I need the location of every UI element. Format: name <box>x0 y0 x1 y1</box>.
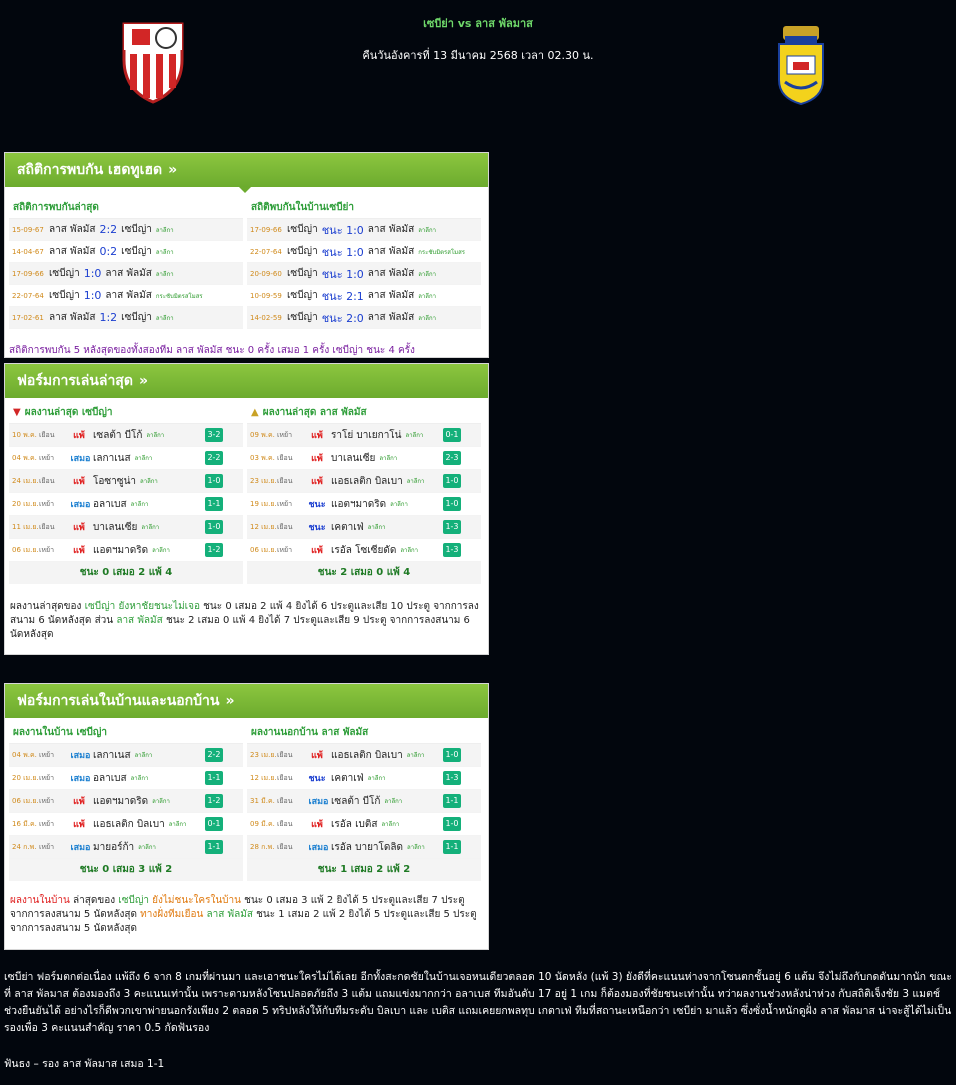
score-badge: 1-2 <box>205 794 223 808</box>
match-date: 15-09-67 <box>12 225 44 234</box>
match-date: คืนวันอังคารที่ 13 มีนาคม 2568 เวลา 02.30 น. <box>362 49 594 62</box>
form-row <box>9 539 243 562</box>
result: เสมอ <box>308 843 329 853</box>
match-title: เซบีย่า vs ลาส พัลมาส <box>423 17 533 30</box>
league-name: ลาลีกา <box>406 478 425 485</box>
league-name: ลาลีกา <box>134 455 153 462</box>
opponent: เซลต้า บีโก้ <box>93 429 143 441</box>
home-team: เซบีญ่า <box>287 312 318 323</box>
score-badge: 1-1 <box>205 840 223 854</box>
analysis-text: เซบีย่า ฟอร์มตกต่อเนื่อง แพ้ถึง 6 จาก 8 เกมที่ผ่านมา และเอาชนะใครไม่ได้เลย อีกทั้งสะกดชัยในบ้านเจอหนเดียวตลอด 10 นัดหลัง (แพ้ 3) ยังดีที่คะแนนห่างจากโซนตกชั้นอยู่ 6 แต้ม จึงไม่ถึงกับกดดันมากนัก ขณะที่ ลาส พัลมาส ต้องมองถึง 3 คะแนนเท่านั้น เพราะตามหลังโซนปลอดภัยถึง 3 แต้ม แถมแข่งมากกว่า อลาเบส ทีมอันดับ 17 อยู่ 1 เกม ก็ต้องมองที่ชัยชนะเท่านั้น ทว่าผลงานช่วงหลังน่าห่วง กับสถิติเจ็งชัย 3 แมตช์ช่วงยืนยันได้ อย่างไรก็ดีพวกเขาพ่ายนอกรังเพียง 2 ตลอด 5 ทริปหลังให้กับทีมระดับ บิลเบา และ เบติส แถมเคยยกพลทุบ เกตาเฟ่ ทีมที่สถานะเหนือกว่า เซบีย่า มาแล้ว ซึ่งซั่งน้ำหนักดูฝั่ง ลาส พัลมาส น่าจะสู้ได้ไม่เป็นรองเพื่อ 3 คะแนนสำคัญ ราคา 0.5 กัดฟันรอง <box>4 971 952 1034</box>
form-row <box>247 424 481 447</box>
venue: เยือน <box>277 819 293 828</box>
away-team: ลาส พัลมัส <box>105 290 152 301</box>
form-row <box>247 744 481 767</box>
h2h-row <box>9 219 243 241</box>
match-score: ชนะ 1:0 <box>321 267 364 281</box>
home-form <box>9 722 243 881</box>
home-team: ลาส พัลมัส <box>49 224 96 235</box>
match-date: 09 มี.ค. <box>250 819 275 828</box>
match-date: 20 เม.ย. <box>12 499 39 508</box>
h2h-row <box>247 307 481 329</box>
home-team: เซบีญ่า <box>49 268 80 279</box>
form-row <box>9 424 243 447</box>
score-badge: 1-0 <box>443 748 461 762</box>
league-name: กระชับมิตรสโมสร <box>155 292 203 300</box>
result: เสมอ <box>308 797 329 807</box>
home-team: ลาส พัลมัส <box>49 312 96 323</box>
form-row <box>247 836 481 859</box>
league-name: ลาลีกา <box>384 798 403 805</box>
opponent: แอตฯมาดริด <box>331 498 387 510</box>
form-panel <box>4 363 489 655</box>
league-name: ลาลีกา <box>155 226 174 234</box>
opponent: เลกาเนส <box>93 452 131 464</box>
opponent: เคตาเฟ่ <box>331 521 364 533</box>
match-score: 2:2 <box>99 223 118 236</box>
h2h-summary: สถิติการพบกัน 5 หลังสุดของทั้งสองทีม ลาส พัลมัส ชนะ 0 ครั้ง เสมอ 1 ครั้ง เซบีญ่า ชนะ 4 ครั้ง <box>9 345 415 356</box>
match-score: 1:0 <box>83 267 102 280</box>
form-row <box>9 790 243 813</box>
league-name: ลาลีกา <box>379 455 398 462</box>
league-name: ลาลีกา <box>146 432 165 439</box>
venue: เยือน <box>277 842 293 851</box>
form-row <box>247 790 481 813</box>
prediction-text: ฟันธง – รอง ลาส พัลมาส เสมอ 1-1 <box>4 1058 165 1070</box>
result: เสมอ <box>70 500 91 510</box>
score-badge: 3-2 <box>205 428 223 442</box>
h2h-latest-title: สถิติการพบกันล่าสุด <box>9 197 243 219</box>
opponent: แอธเลติก บิลเบา <box>331 475 403 487</box>
form-row <box>9 447 243 470</box>
match-date: 12 เม.ย. <box>250 773 277 782</box>
result: เสมอ <box>70 454 91 464</box>
match-date: 06 เม.ย. <box>250 545 277 554</box>
league-name: ลาลีกา <box>130 775 149 782</box>
venue: เยือน <box>277 750 293 759</box>
away-team: เซบีญ่า <box>121 312 152 323</box>
result: แพ้ <box>311 820 323 830</box>
result: แพ้ <box>311 546 323 556</box>
score-badge: 2-3 <box>443 451 461 465</box>
result: แพ้ <box>73 797 85 807</box>
opponent: บาเลนเซีย <box>93 521 138 533</box>
match-date: 17-09-66 <box>250 225 282 234</box>
result: แพ้ <box>73 477 85 487</box>
venue: เยือน <box>39 476 55 485</box>
form-row <box>247 539 481 562</box>
match-date: 14-04-67 <box>12 247 44 256</box>
home-team: เซบีญ่า <box>49 290 80 301</box>
away-team: ลาส พัลมัส <box>367 224 415 235</box>
result: แพ้ <box>311 751 323 761</box>
opponent: แอตฯมาดริด <box>93 544 149 556</box>
match-score: 1:2 <box>99 311 118 324</box>
venue: เยือน <box>39 430 55 439</box>
league-name: ลาลีกา <box>367 524 386 531</box>
form-row <box>9 836 243 859</box>
form-row <box>247 767 481 790</box>
opponent: แอธเลติก บิลเบา <box>331 749 403 761</box>
result: แพ้ <box>311 477 323 487</box>
h2h-row <box>247 285 481 307</box>
league-name: ลาลีกา <box>418 270 436 278</box>
match-score: ชนะ 2:0 <box>321 311 364 325</box>
form-note: ผลงานล่าสุดของ เซบีญ่า ยังหาชัยชนะไม่เจอ ชนะ 0 เสมอ 2 แพ้ 4 ยิงได้ 6 ประตูและเสีย 10 ประตู จากการลงสนาม 6 นัดหลังสุด ส่วน ลาส พัลมัส ชนะ 2 เสมอ 0 แพ้ 4 ยิงได้ 7 ประตูและเสีย 9 ประตู จากการลงสนาม 6 นัดหลังสุด <box>10 601 479 640</box>
league-name: ลาลีกา <box>418 314 436 322</box>
match-score: ชนะ 1:0 <box>321 223 364 237</box>
match-date: 24 เม.ย. <box>12 476 39 485</box>
match-date: 06 เม.ย. <box>12 545 39 554</box>
away-form <box>247 722 481 881</box>
away-team: เซบีญ่า <box>121 224 152 235</box>
result: เสมอ <box>70 751 91 761</box>
league-name: ลาลีกา <box>155 248 174 256</box>
score-badge: 1-3 <box>443 771 461 785</box>
form-row <box>9 813 243 836</box>
las-palmas-logo <box>775 22 827 106</box>
result: แพ้ <box>73 523 85 533</box>
h2h-row <box>247 263 481 285</box>
match-date: 23 เม.ย. <box>250 476 277 485</box>
away-form-title: ผลงานนอกบ้าน ลาส พัลมัส <box>247 722 481 744</box>
match-date: 04 พ.ค. <box>12 750 37 759</box>
venue: เหย้า <box>277 430 293 439</box>
sevilla-small-icon: ▼ <box>13 406 21 418</box>
home-team: เซบีญ่า <box>287 290 318 301</box>
match-date: 28 ก.พ. <box>250 842 275 851</box>
h2h-panel <box>4 152 489 358</box>
form-row <box>247 493 481 516</box>
result: แพ้ <box>311 431 323 441</box>
league-name: ลาลีกา <box>407 844 425 851</box>
venue: เหย้า <box>39 842 55 851</box>
league-name: ลาลีกา <box>418 226 436 234</box>
venue: เหย้า <box>39 499 55 508</box>
home-form-title: ผลงานในบ้าน เซบีญ่า <box>9 722 243 744</box>
match-date: 11 เม.ย. <box>12 522 39 531</box>
away-team: เซบีญ่า <box>121 246 152 257</box>
league-name: ลาลีกา <box>152 547 170 554</box>
match-date: 19 เม.ย. <box>250 499 277 508</box>
match-date: 22-07-64 <box>12 291 44 300</box>
h2h-row <box>247 219 481 241</box>
score-badge: 1-0 <box>205 520 223 534</box>
opponent: แอธเลติก บิลเบา <box>93 818 165 830</box>
score-badge: 0-1 <box>443 428 461 442</box>
h2h-home <box>247 197 481 329</box>
form-right-title: ▲ ผลงานล่าสุด ลาส พัลมัส <box>247 402 481 424</box>
form-left <box>9 402 243 584</box>
score-badge: 2-2 <box>205 748 223 762</box>
venue: เยือน <box>277 453 293 462</box>
match-date: 06 เม.ย. <box>12 796 39 805</box>
score-badge: 1-0 <box>205 474 223 488</box>
venue: เหย้า <box>39 545 55 554</box>
opponent: อลาเบส <box>93 772 127 784</box>
match-score: ชนะ 1:0 <box>321 245 364 259</box>
score-badge: 1-1 <box>443 794 461 808</box>
venue: เยือน <box>277 796 293 805</box>
league-name: ลาลีกา <box>168 821 187 828</box>
h2h-row <box>247 241 481 263</box>
score-badge: 1-1 <box>205 771 223 785</box>
home-team: เซบีญ่า <box>287 268 318 279</box>
form-row <box>247 470 481 493</box>
venue: เยือน <box>277 522 293 531</box>
league-name: ลาลีกา <box>155 270 174 278</box>
result: เสมอ <box>70 774 91 784</box>
score-badge: 1-1 <box>443 840 461 854</box>
form-row <box>9 767 243 790</box>
opponent: ราโย่ บาเยกาโน่ <box>331 429 402 441</box>
home-form-summary: ชนะ 0 เสมอ 3 แพ้ 2 <box>9 859 243 881</box>
form-left-summary: ชนะ 0 เสมอ 2 แพ้ 4 <box>9 562 243 584</box>
league-name: ลาลีกา <box>155 314 174 322</box>
away-team: ลาส พัลมัส <box>367 312 415 323</box>
opponent: แอตฯมาดริด <box>93 795 149 807</box>
match-date: 04 พ.ค. <box>12 453 37 462</box>
score-badge: 1-0 <box>443 497 461 511</box>
score-badge: 1-0 <box>443 474 461 488</box>
away-form-summary: ชนะ 1 เสมอ 2 แพ้ 2 <box>247 859 481 881</box>
score-badge: 1-3 <box>443 520 461 534</box>
match-score: 0:2 <box>99 245 118 258</box>
league-name: ลาลีกา <box>400 547 419 554</box>
score-badge: 1-1 <box>205 497 223 511</box>
score-badge: 1-0 <box>443 817 461 831</box>
result: แพ้ <box>73 546 85 556</box>
form-heading: ฟอร์มการเล่นล่าสุด » <box>5 364 488 398</box>
opponent: เซลต้า บีโก้ <box>331 795 381 807</box>
venue: เยือน <box>39 522 55 531</box>
away-team: ลาส พัลมัส <box>367 268 415 279</box>
match-date: 22-07-64 <box>250 247 282 256</box>
result: แพ้ <box>311 454 323 464</box>
league-name: กระชับมิตรสโมสร <box>418 248 466 256</box>
away-team: ลาส พัลมัส <box>105 268 152 279</box>
away-team: ลาส พัลมัส <box>367 246 415 257</box>
score-badge: 0-1 <box>205 817 223 831</box>
league-name: ลาลีกา <box>367 775 386 782</box>
venue: เหย้า <box>277 545 293 554</box>
form-row <box>247 447 481 470</box>
match-date: 24 ก.พ. <box>12 842 37 851</box>
league-name: ลาลีกา <box>418 292 436 300</box>
match-date: 31 มี.ค. <box>250 796 275 805</box>
league-name: ลาลีกา <box>406 752 425 759</box>
league-name: ลาลีกา <box>152 798 170 805</box>
form-row <box>9 744 243 767</box>
opponent: เรอัล โซเซียดัด <box>331 544 397 556</box>
h2h-home-title: สถิติพบกันในบ้านเซบีย่า <box>247 197 481 219</box>
result: แพ้ <box>73 431 85 441</box>
league-name: ลาลีกา <box>390 501 408 508</box>
home-team: เซบีญ่า <box>287 246 318 257</box>
score-badge: 1-3 <box>443 543 461 557</box>
league-name: ลาลีกา <box>138 844 156 851</box>
las-palmas-small-icon: ▲ <box>251 406 259 418</box>
form-row <box>9 470 243 493</box>
match-date: 12 เม.ย. <box>250 522 277 531</box>
result: ชนะ <box>308 774 326 784</box>
form-right <box>247 402 481 584</box>
opponent: เรอัล เบติส <box>331 818 378 830</box>
h2h-row <box>9 307 243 329</box>
match-date: 10-09-59 <box>250 291 282 300</box>
venue: เหย้า <box>39 750 55 759</box>
match-date: 23 เม.ย. <box>250 750 277 759</box>
match-date: 14-02-59 <box>250 313 282 322</box>
venue: เหย้า <box>39 796 55 805</box>
result: ชนะ <box>308 523 326 533</box>
h2h-row <box>9 263 243 285</box>
match-date: 17-02-61 <box>12 313 44 322</box>
opponent: เรอัล บายาโดลิด <box>331 841 404 853</box>
venue: เยือน <box>277 476 293 485</box>
home-team: เซบีญ่า <box>287 224 318 235</box>
form-right-summary: ชนะ 2 เสมอ 0 แพ้ 4 <box>247 562 481 584</box>
result: ชนะ <box>308 500 326 510</box>
match-date: 20 เม.ย. <box>12 773 39 782</box>
match-header <box>0 0 956 120</box>
league-name: ลาลีกา <box>140 478 158 485</box>
match-date: 03 พ.ค. <box>250 453 275 462</box>
match-score: ชนะ 2:1 <box>321 289 364 303</box>
match-date: 20-09-60 <box>250 269 282 278</box>
form-left-title: ▼ ผลงานล่าสุด เซบีญ่า <box>9 402 243 424</box>
opponent: บาเลนเซีย <box>331 452 376 464</box>
match-date: 10 พ.ค. <box>12 430 37 439</box>
homeaway-heading: ฟอร์มการเล่นในบ้านและนอกบ้าน » <box>5 684 488 718</box>
opponent: เลกาเนส <box>93 749 131 761</box>
venue: เยือน <box>277 773 293 782</box>
h2h-latest <box>9 197 243 329</box>
opponent: มายอร์ก้า <box>93 841 135 853</box>
league-name: ลาลีกา <box>381 821 400 828</box>
match-date: 09 พ.ค. <box>250 430 275 439</box>
venue: เหย้า <box>39 453 55 462</box>
result: แพ้ <box>73 820 85 830</box>
homeaway-note: ผลงานในบ้าน ล่าสุดของ เซบีญ่า ยังไม่ชนะใครในบ้าน ชนะ 0 เสมอ 3 แพ้ 2 ยิงได้ 5 ประตูและเสีย 7 ประตู จากการลงสนาม 5 นัดหลังสุด ทางฝั่งทีมเยือน ลาส พัลมัส ชนะ 1 เสมอ 2 แพ้ 2 ยิงได้ 5 ประตูและเสีย 5 ประตู จากการลงสนาม 5 นัดหลังสุด <box>10 895 477 934</box>
form-row <box>247 813 481 836</box>
league-name: ลาลีกา <box>130 501 149 508</box>
homeaway-panel <box>4 683 489 950</box>
match-date: 17-09-66 <box>12 269 44 278</box>
form-row <box>9 516 243 539</box>
league-name: ลาลีกา <box>141 524 160 531</box>
league-name: ลาลีกา <box>134 752 153 759</box>
score-badge: 1-2 <box>205 543 223 557</box>
h2h-heading: สถิติการพบกัน เฮดทูเฮด » <box>5 153 488 187</box>
score-badge: 2-2 <box>205 451 223 465</box>
h2h-row <box>9 241 243 263</box>
away-team: ลาส พัลมัส <box>367 290 415 301</box>
venue: เหย้า <box>277 499 293 508</box>
match-date: 16 มี.ค. <box>12 819 37 828</box>
venue: เหย้า <box>39 819 55 828</box>
home-team: ลาส พัลมัส <box>49 246 96 257</box>
opponent: โอซาซูน่า <box>93 475 137 487</box>
h2h-row <box>9 285 243 307</box>
match-score: 1:0 <box>83 289 102 302</box>
opponent: อลาเบส <box>93 498 127 510</box>
opponent: เคตาเฟ่ <box>331 772 364 784</box>
league-name: ลาลีกา <box>405 432 424 439</box>
result: เสมอ <box>70 843 91 853</box>
form-row <box>247 516 481 539</box>
venue: เหย้า <box>39 773 55 782</box>
form-row <box>9 493 243 516</box>
